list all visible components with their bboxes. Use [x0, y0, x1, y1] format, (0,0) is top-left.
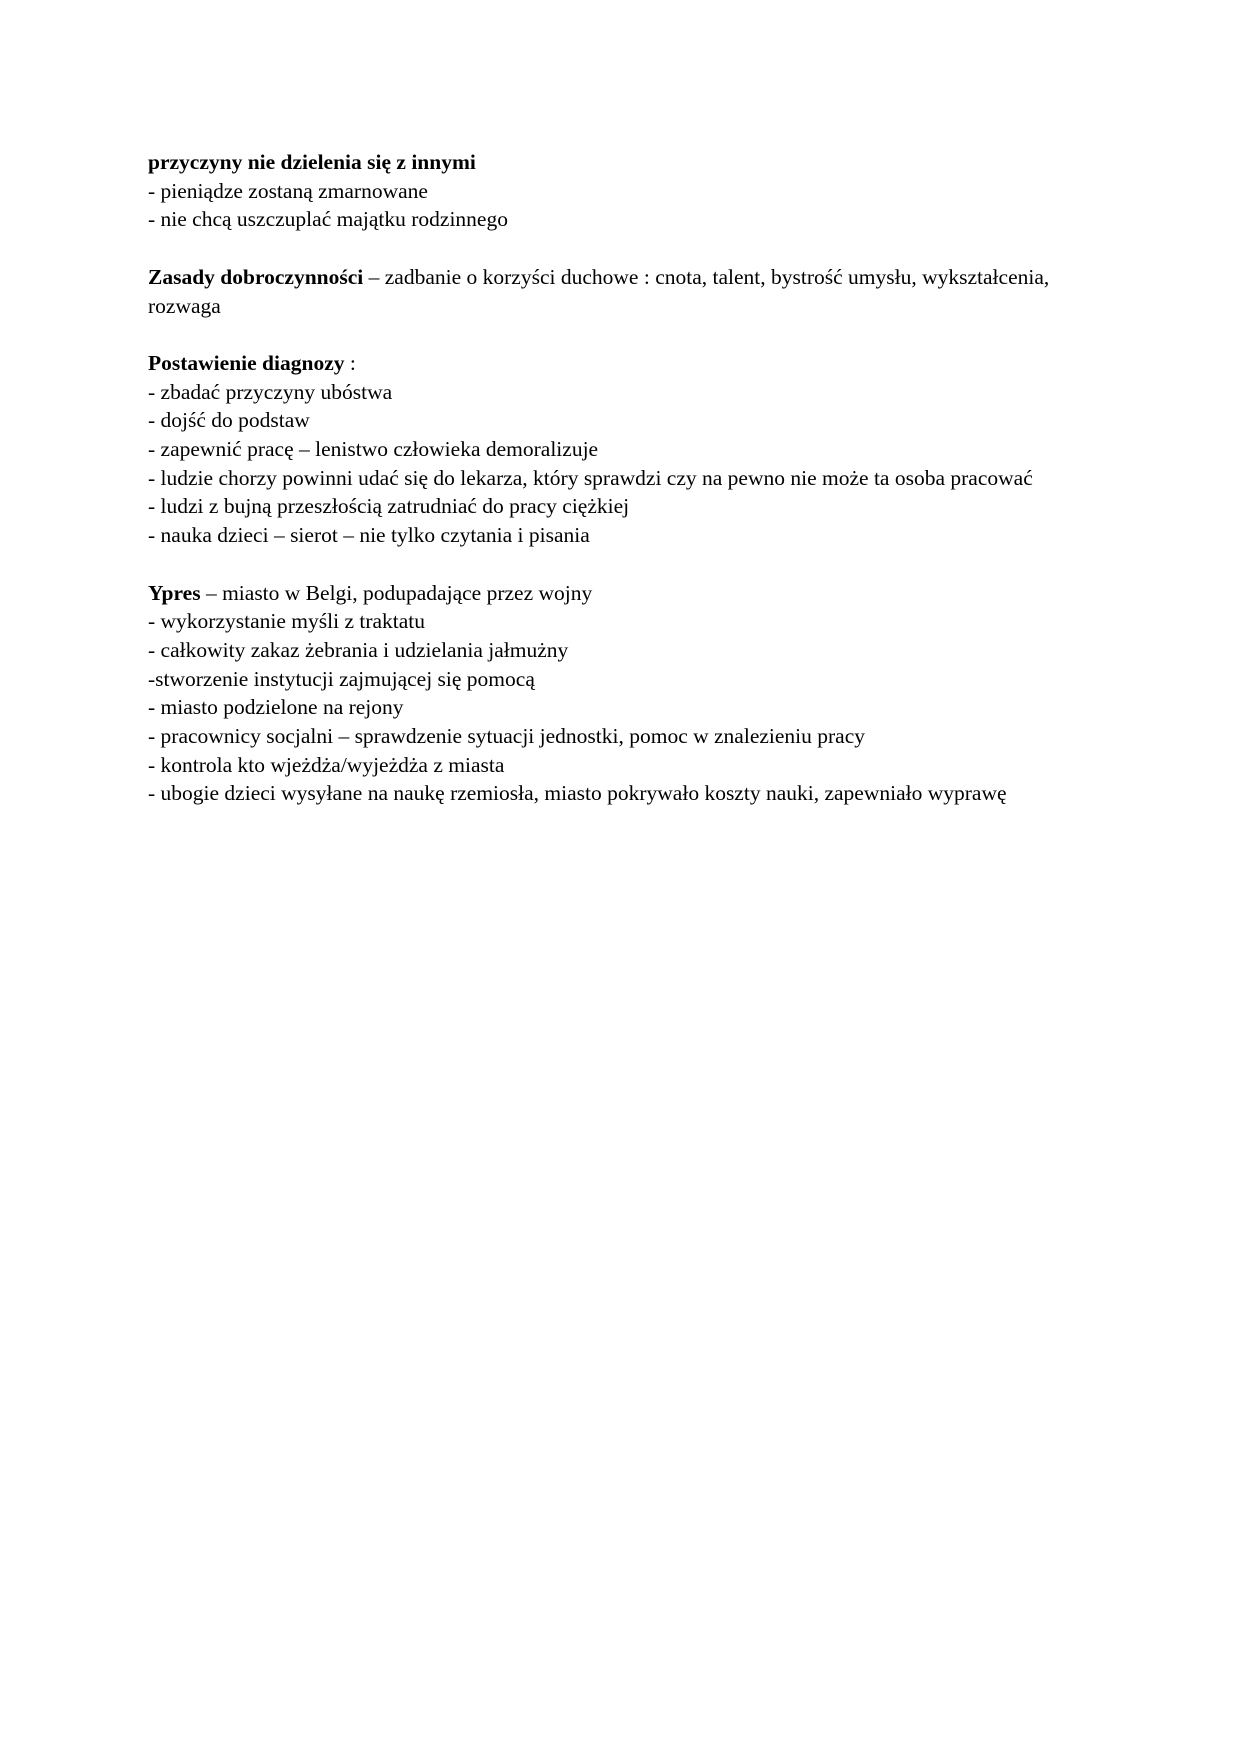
heading-line	[148, 579, 1098, 608]
section-diagnosis	[148, 349, 1098, 550]
heading-text: – miasto w Belgi, podupadające przez wojny	[200, 580, 593, 605]
section-heading: Postawienie diagnozy	[148, 350, 345, 375]
list-item: - nie chcą uszczuplać majątku rodzinnego	[148, 207, 508, 232]
list-item: - kontrola kto wjeżdża/wyjeżdża z miasta	[148, 752, 505, 777]
list-item: - ludzi z bujną przeszłością zatrudniać do pracy ciężkiej	[148, 494, 630, 519]
list-item: - pieniądze zostaną zmarnowane	[148, 178, 428, 203]
section-heading: przyczyny nie dzielenia się z innymi	[148, 150, 476, 174]
list-item: - dojść do podstaw	[148, 408, 310, 433]
section-reasons	[148, 148, 1098, 234]
heading-line	[148, 349, 1098, 378]
list-item: - zbadać przyczyny ubóstwa	[148, 379, 393, 404]
list-item: - ludzie chorzy powinni udać się do lekarza, który sprawdzi czy na pewno nie może ta osoba pracować	[148, 465, 1033, 490]
paragraph	[148, 263, 1098, 320]
list-item: - całkowity zakaz żebrania i udzielania jałmużny	[148, 637, 569, 662]
list-item: - nauka dzieci – sierot – nie tylko czytania i pisania	[148, 523, 590, 548]
list-item: - pracownicy socjalni – sprawdzenie sytuacji jednostki, pomoc w znalezieniu pracy	[148, 724, 866, 749]
section-charity-rules	[148, 263, 1098, 320]
paragraph-text: – zadbanie o korzyści duchowe : cnota, talent, bystrość umysłu, wykształcenia, rozwaga	[148, 264, 1050, 318]
document-body	[148, 148, 1098, 837]
section-heading: Zasady dobroczynności	[148, 264, 364, 289]
list-item: -stworzenie instytucji zajmującej się pomocą	[148, 666, 535, 691]
list-item: - miasto podzielone na rejony	[148, 695, 404, 720]
section-ypres	[148, 579, 1098, 809]
section-heading: Ypres	[148, 580, 201, 605]
list-item: - zapewnić pracę – lenistwo człowieka demoralizuje	[148, 437, 599, 461]
list-item: - wykorzystanie myśli z traktatu	[148, 609, 426, 634]
heading-suffix: :	[344, 350, 356, 375]
list-item: - ubogie dzieci wysyłane na naukę rzemiosła, miasto pokrywało koszty nauki, zapewniało wyprawę	[148, 781, 1007, 806]
